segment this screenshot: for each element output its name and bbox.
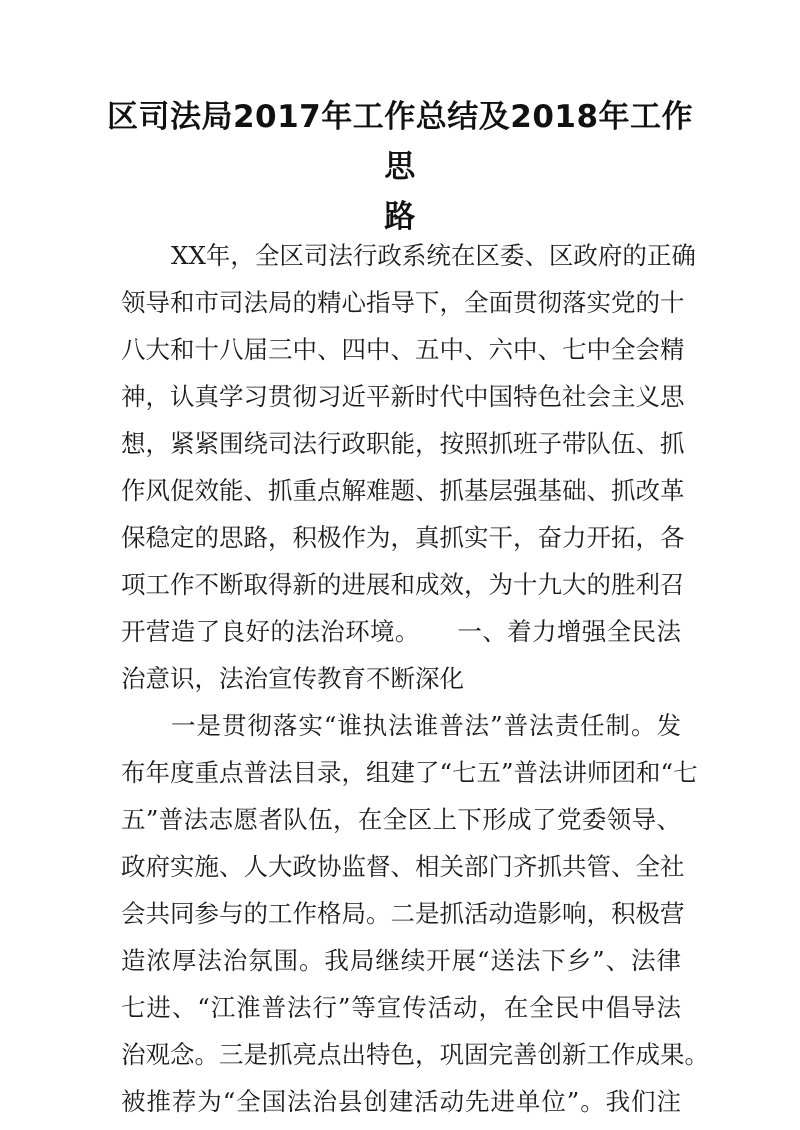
text-line: XX年，全区司法行政系统在区委、区政府的正确 bbox=[171, 241, 696, 270]
paragraph-1 bbox=[121, 232, 696, 702]
text-line: 想，紧紧围绕司法行政职能，按照抓班子带队伍、抓 bbox=[121, 429, 685, 458]
text-line: 保稳定的思路，积极作为，真抓实干，奋力开拓，各 bbox=[121, 523, 685, 552]
text-line: 一是贯彻落实“谁执法谁普法”普法责任制。发 bbox=[171, 711, 681, 740]
text-line: 治观念。三是抓亮点出特色，巩固完善创新工作成果。 bbox=[121, 1040, 709, 1069]
document-body bbox=[121, 232, 709, 1125]
text-line: 会共同参与的工作格局。二是抓活动造影响，积极营 bbox=[121, 899, 685, 928]
text-line: 神，认真学习贯彻习近平新时代中国特色社会主义思 bbox=[121, 382, 685, 411]
title-line-2: 路 bbox=[384, 199, 416, 235]
title-line-1: 区司法局2017年工作总结及2018年工作思 bbox=[106, 99, 694, 185]
text-line: 作风促效能、抓重点解难题、抓基层强基础、抓改革 bbox=[121, 476, 685, 505]
text-line: 布年度重点普法目录，组建了“七五”普法讲师团和“七 bbox=[121, 758, 698, 787]
text-line: 项工作不断取得新的进展和成效，为十九大的胜利召 bbox=[121, 570, 685, 599]
text-line: 开营造了良好的法治环境。 一、着力增强全民法 bbox=[121, 617, 681, 646]
text-line: 被推荐为“全国法治县创建活动先进单位”。我们注 bbox=[121, 1087, 681, 1116]
text-line: 八大和十八届三中、四中、五中、六中、七中全会精 bbox=[121, 335, 685, 364]
document-title bbox=[100, 92, 700, 242]
text-line: 造浓厚法治氛围。我局继续开展“送法下乡”、法律 bbox=[121, 946, 681, 975]
text-line: 七进、“江淮普法行”等宣传活动，在全民中倡导法 bbox=[121, 993, 681, 1022]
text-line: 五”普法志愿者队伍，在全区上下形成了党委领导、 bbox=[121, 805, 681, 834]
text-line: 治意识，法治宣传教育不断深化 bbox=[121, 664, 464, 693]
text-line: 政府实施、人大政协监督、相关部门齐抓共管、全社 bbox=[121, 852, 685, 881]
paragraph-2 bbox=[121, 702, 709, 1125]
text-line: 领导和市司法局的精心指导下，全面贯彻落实党的十 bbox=[121, 288, 685, 317]
